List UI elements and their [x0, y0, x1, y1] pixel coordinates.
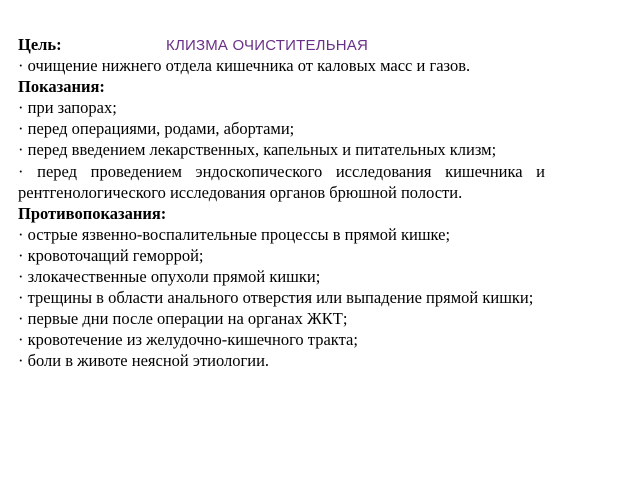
contraindications-heading: Противопоказания: — [18, 203, 167, 223]
bullet-mark: · — [18, 161, 24, 181]
list-item — [18, 161, 545, 203]
page-title: КЛИЗМА ОЧИСТИТЕЛЬНАЯ — [166, 37, 369, 54]
list-item-text: боли в животе неясной этиологии. — [27, 351, 270, 371]
indications-section — [18, 76, 545, 203]
bullet-mark: · — [18, 224, 24, 244]
goal-list — [18, 55, 545, 76]
list-item — [18, 308, 545, 329]
indications-list — [18, 97, 545, 202]
list-item-text: перед проведением эндоскопического исследования кишечника и рентгенологического исследования органов брюшной полости. — [18, 161, 546, 202]
list-item-text: первые дни после операции на органах ЖКТ; — [27, 309, 348, 329]
list-item-text: кровотечение из желудочно-кишечного тракта; — [27, 330, 358, 350]
list-item — [18, 118, 545, 139]
list-item-text: острые язвенно-воспалительные процессы в прямой кишке; — [27, 224, 451, 244]
bullet-mark: · — [18, 351, 24, 371]
list-item — [18, 266, 545, 287]
list-item — [18, 329, 545, 350]
list-item-text: перед операциями, родами, абортами; — [27, 119, 295, 139]
goal-section — [18, 34, 545, 76]
bullet-mark: · — [18, 309, 24, 329]
list-item — [18, 224, 545, 245]
list-item-text: перед введением лекарственных, капельных и питательных клизм; — [27, 140, 497, 160]
list-item — [18, 245, 545, 266]
contraindications-list — [18, 224, 545, 372]
list-item-text: злокачественные опухоли прямой кишки; — [27, 267, 321, 287]
bullet-mark: · — [18, 330, 24, 350]
document-body — [18, 34, 545, 372]
list-item — [18, 97, 545, 118]
bullet-mark: · — [18, 267, 24, 287]
list-item-text: при запорах; — [27, 98, 117, 118]
list-item-text: очищение нижнего отдела кишечника от каловых масс и газов. — [27, 56, 471, 76]
bullet-mark: · — [18, 119, 24, 139]
list-item — [18, 287, 545, 308]
list-item-text: кровоточащий геморрой; — [27, 245, 204, 265]
bullet-mark: · — [18, 245, 24, 265]
list-item-text: трещины в области анального отверстия или выпадение прямой кишки; — [27, 288, 534, 308]
indications-heading: Показания: — [18, 77, 105, 97]
bullet-mark: · — [18, 98, 24, 118]
contraindications-section — [18, 203, 545, 372]
bullet-mark: · — [18, 56, 24, 76]
bullet-mark: · — [18, 288, 24, 308]
list-item — [18, 350, 545, 371]
bullet-mark: · — [18, 140, 24, 160]
goal-heading: Цель: — [18, 35, 62, 54]
list-item — [18, 55, 545, 76]
list-item — [18, 139, 545, 160]
